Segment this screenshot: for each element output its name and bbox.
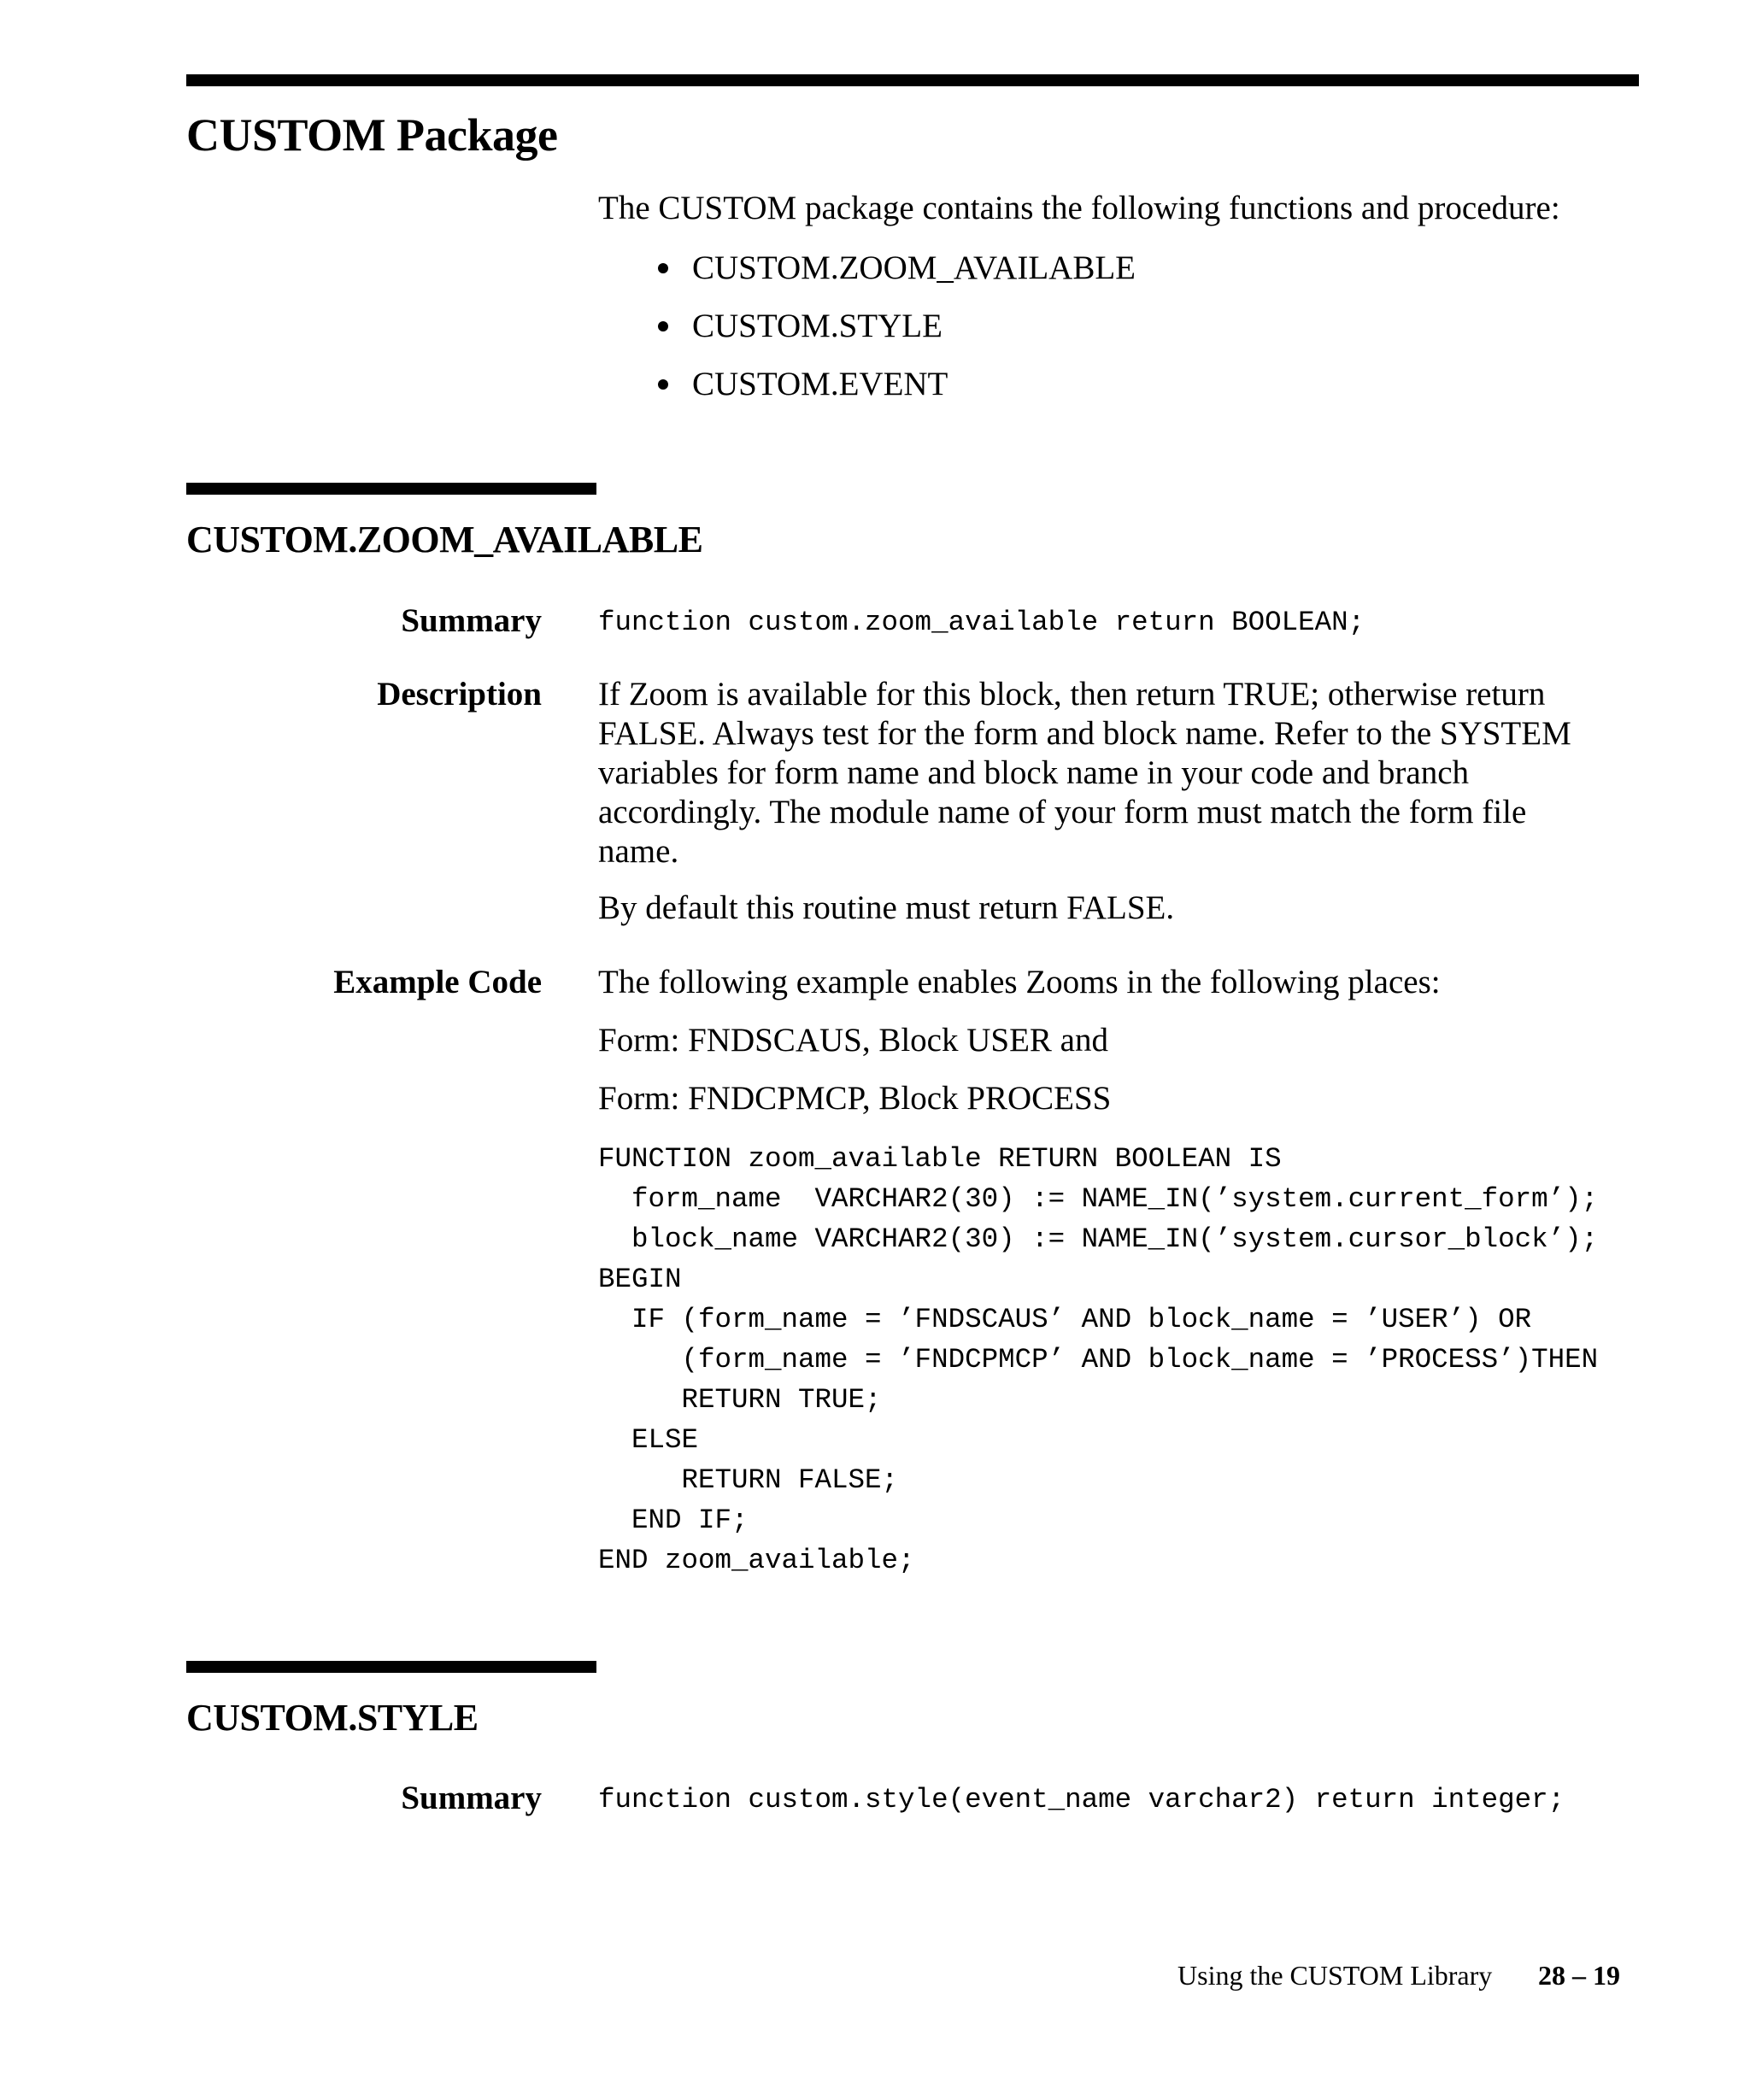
bullet-icon [658,263,668,273]
example-code-block: FUNCTION zoom_available RETURN BOOLEAN IS form_name VARCHAR2(30) := NAME_IN(’system.current_form’); block_name VARCHAR2(30) := NAME_IN(’system.cursor_block’); BEGIN IF (form_name = ’FNDSCAUS’ AND block_name = ’USER’) OR (form_name = ’FNDCPMCP’ AND block_name = ’PROCESS’)THEN RETURN TRUE; ELSE RETURN FALSE; END IF; END zoom_available; [598,1143,1599,1576]
section-title-style: CUSTOM.STYLE [186,1697,479,1739]
summary-label: Summary [401,602,542,639]
list-item: CUSTOM.EVENT [598,355,1136,414]
example-place-2: Form: FNDCPMCP, Block PROCESS [598,1080,1112,1117]
footer-chapter-title: Using the CUSTOM Library [1177,1960,1493,1991]
section-rule-style [186,1661,596,1673]
list-item: CUSTOM.STYLE [598,297,1136,355]
bullet-icon [658,379,668,390]
section-rule-zoom [186,483,596,495]
package-intro: The CUSTOM package contains the following functions and procedure: [598,190,1560,226]
summary-code: function custom.style(event_name varchar2) return integer; [598,1784,1565,1816]
summary-label: Summary [401,1780,542,1816]
description-paragraph: If Zoom is available for this block, then return TRUE; otherwise return FALSE. Always test for the form and block name. Refer to the SYSTEM variables for form name and block name in your code and branch accordingly. The module name of your form must match the form file name. [598,676,1571,870]
page-title: CUSTOM Package [186,109,558,161]
list-item: CUSTOM.ZOOM_AVAILABLE [598,239,1136,297]
footer-page-number: 28 – 19 [1538,1960,1620,1991]
top-rule [186,74,1639,86]
section-title-zoom: CUSTOM.ZOOM_AVAILABLE [186,519,703,560]
summary-code: function custom.zoom_available return BOOLEAN; [598,607,1365,638]
bullet-icon [658,321,668,331]
example-place-1: Form: FNDSCAUS, Block USER and [598,1022,1108,1059]
example-code-label: Example Code [333,964,542,1000]
description-default-note: By default this routine must return FALSE. [598,889,1175,926]
example-intro: The following example enables Zooms in the following places: [598,964,1441,1000]
description-label: Description [377,676,542,713]
package-item-list [598,239,1136,414]
